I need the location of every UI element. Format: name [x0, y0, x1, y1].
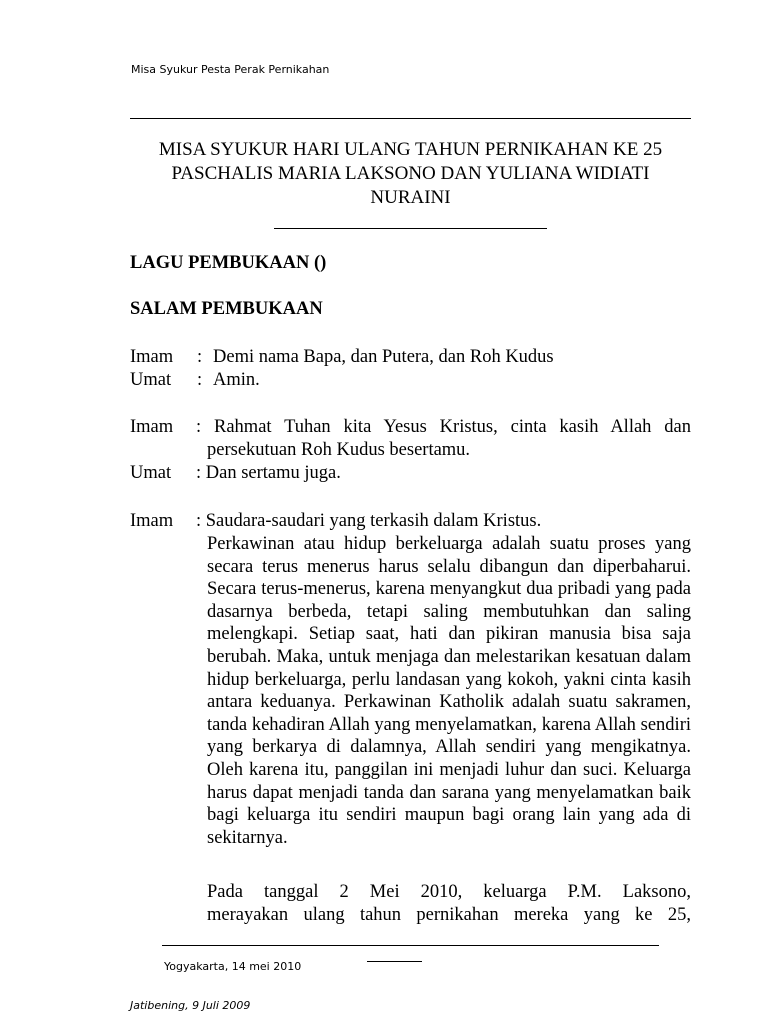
speaker-imam: Imam: [130, 417, 174, 437]
dialogue-line: Demi nama Bapa, dan Putera, dan Roh Kudus: [213, 347, 554, 367]
body-paragraph-line: merayakan ulang tahun pernikahan mereka yang ke 25,: [207, 905, 691, 925]
dialogue-line: Amin.: [213, 370, 260, 390]
body-paragraph: Perkawinan atau hidup berkeluarga adalah suatu proses yang secara terus menerus harus selalu dibangun dan diperbaharui. Secara terus-menerus, karena menyangkut dua pribadi yang pada dasarnya berbeda, tetapi saling membutuhkan dan saling melengkapi. Setiap saat, hati dan pikiran manusia bisa saja berubah. Maka, untuk menjaga dan melestarikan kesatuan dalam hidup berkeluarga, perlu landasan yang kokoh, yakni cinta kasih antara keduanya. Perkawinan Katholik adalah suatu sakramen, tanda kehadiran Allah yang menyelamatkan, karena Allah sendiri yang berkarya di dalamnya, Allah sendiri yang mengikatnya. Oleh karena itu, panggilan ini menjadi luhur dan suci. Keluarga harus dapat menjadi tanda dan sarana yang menyelamatkan baik bagi keluarga itu sendiri maupun bagi orang lain yang ada di sekitarnya.: [207, 534, 691, 848]
speaker-umat: Umat: [130, 370, 172, 390]
footer-date: Yogyakarta, 14 mei 2010: [164, 960, 302, 973]
dialogue-line: : Saudara-saudari yang terkasih dalam Kristus.: [196, 511, 542, 531]
heading-salam-pembukaan: SALAM PEMBUKAAN: [130, 299, 323, 319]
title-underline: [274, 228, 547, 229]
body-paragraph-line: Pada tanggal 2 Mei 2010, keluarga P.M. Laksono,: [207, 882, 691, 902]
running-header: Misa Syukur Pesta Perak Pernikahan: [131, 63, 330, 76]
dialogue-line: : Rahmat Tuhan kita Yesus Kristus, cinta kasih Allah dan: [196, 417, 691, 437]
speaker-umat: Umat: [130, 463, 172, 483]
title-line-2: PASCHALIS MARIA LAKSONO DAN YULIANA WIDIATI: [171, 163, 650, 184]
header-rule: [130, 118, 691, 119]
title-line-1: MISA SYUKUR HARI ULANG TAHUN PERNIKAHAN KE 25: [158, 139, 663, 160]
footer-place-date: Jatibening, 9 Juli 2009: [130, 999, 251, 1012]
footer-rule: [162, 945, 659, 946]
speaker-imam: Imam: [130, 511, 174, 531]
speaker-colon: :: [197, 347, 203, 367]
speaker-imam: Imam: [130, 347, 174, 367]
document-title: [130, 138, 691, 210]
speaker-colon: :: [197, 370, 203, 390]
dialogue-line: : Dan sertamu juga.: [196, 463, 341, 483]
title-line-3: NURAINI: [370, 187, 451, 208]
footer-dash: [367, 961, 422, 962]
dialogue-line: persekutuan Roh Kudus besertamu.: [207, 440, 471, 460]
heading-lagu-pembukaan: LAGU PEMBUKAAN (): [130, 253, 327, 273]
